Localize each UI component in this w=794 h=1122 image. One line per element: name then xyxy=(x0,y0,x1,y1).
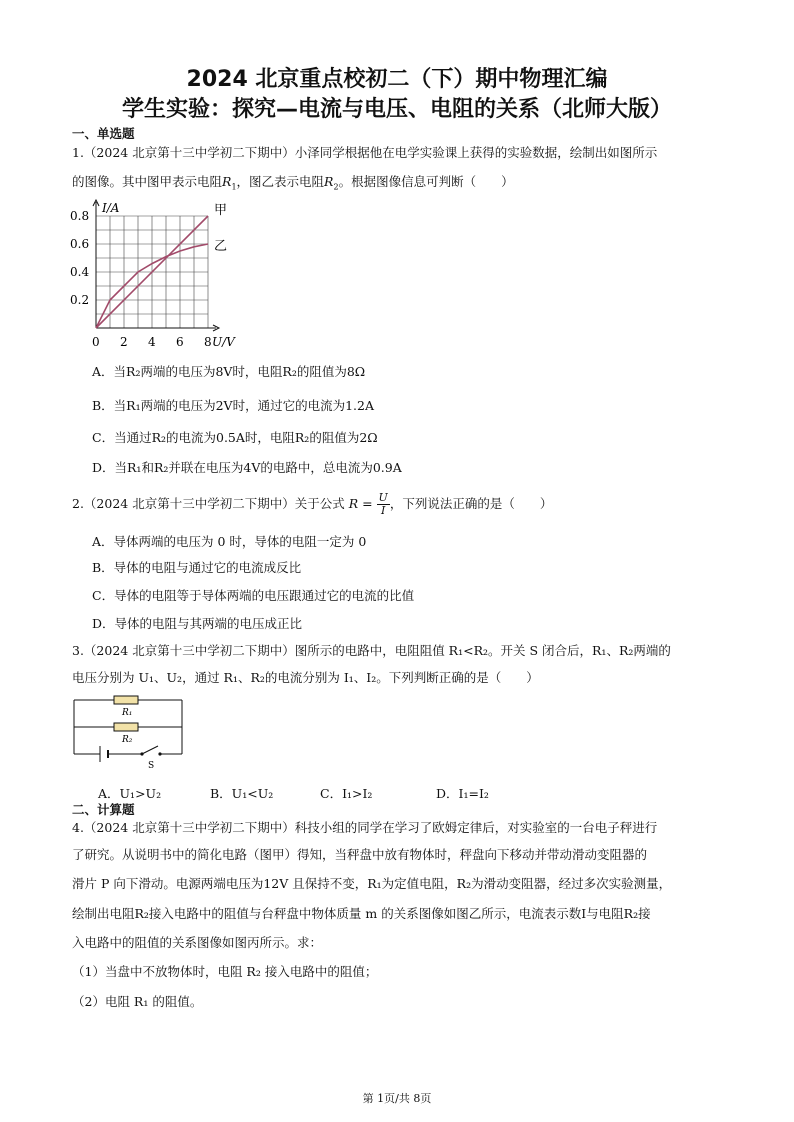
y-tick-label: 0.6 xyxy=(70,237,90,251)
q2-formula-lhs: R = xyxy=(348,496,373,511)
q2-formula-numerator: U xyxy=(378,491,388,504)
q1-option-d[interactable]: D．当R₁和R₂并联在电压为4V的电路中，总电流为0.9A xyxy=(92,460,402,475)
q2-option-b[interactable]: B．导体的电阻与通过它的电流成反比 xyxy=(92,560,302,575)
q1-option-c[interactable]: C．当通过R₂的电流为0.5A时，电阻R₂的阻值为2Ω xyxy=(92,430,378,445)
q1-text-line2 xyxy=(72,172,514,192)
x-tick-label: 6 xyxy=(176,335,184,349)
q3-option-d[interactable]: D．I₁=I₂ xyxy=(436,786,489,801)
chart-axes xyxy=(93,200,236,349)
switch-blade[interactable] xyxy=(142,746,158,754)
q1-text-part: 。根据图像信息可判断（ ） xyxy=(338,174,514,189)
q1-r1-subscript: 1 xyxy=(231,182,237,192)
q4-text-line3: 滑片 P 向下滑动。电源两端电压为12V 且保持不变，R₁为定值电阻，R₂为滑动变阻器，经过多次实验测量， xyxy=(72,876,672,891)
chart-series xyxy=(96,203,227,328)
page-title: 2024 北京重点校初二（下）期中物理汇编 xyxy=(186,67,608,92)
q3-text-line1: 3.（2024 北京第十三中学初二下期中）图所示的电路中，电阻阻值 R₁<R₂。开关 S 闭合后，R₁、R₂两端的 xyxy=(72,643,671,658)
switch-contact xyxy=(158,752,161,755)
label-switch: S xyxy=(148,761,155,771)
q3-option-a[interactable]: A．U₁>U₂ xyxy=(98,786,162,801)
q2-formula-fraction xyxy=(377,492,390,517)
series-label: 乙 xyxy=(214,239,228,254)
x-tick-label: 2 xyxy=(120,335,128,349)
q1-text-line1: 1.（2024 北京第十三中学初二下期中）小泽同学根据他在电学实验课上获得的实验数据，绘制出如图所示 xyxy=(72,145,658,160)
q2-formula-denominator: I xyxy=(381,504,386,517)
q3-option-b[interactable]: B．U₁<U₂ xyxy=(210,786,274,801)
q1-r2-subscript: 2 xyxy=(333,182,339,192)
q2-text-part: 2.（2024 北京第十三中学初二下期中）关于公式 xyxy=(72,496,345,511)
q2-text-part: ，下列说法正确的是（ ） xyxy=(389,496,553,511)
q1-iu-chart xyxy=(68,198,235,349)
x-axis-label: U/V xyxy=(212,335,235,349)
q2-option-d[interactable]: D．导体的电阻与其两端的电压成正比 xyxy=(92,616,303,631)
q2-option-c[interactable]: C．导体的电阻等于导体两端的电压跟通过它的电流的比值 xyxy=(92,588,415,603)
q2-text-line xyxy=(72,492,552,517)
label-r2: R₂ xyxy=(122,735,133,745)
q1-text-part: 的图像。其中图甲表示电阻 xyxy=(72,174,223,189)
q3-option-c[interactable]: C．I₁>I₂ xyxy=(320,786,373,801)
x-tick-label: 0 xyxy=(92,335,100,349)
q4-text-line4: 绘制出电阻R₂接入电路中的阻值与台秤盘中物体质量 m 的关系图像如图乙所示，电流表示数I与电阻R₂接 xyxy=(72,906,651,921)
q3-circuit-diagram xyxy=(70,690,190,770)
label-r1: R₁ xyxy=(122,708,133,718)
q1-text-part: ，图乙表示电阻 xyxy=(236,174,325,189)
q3-text-line2: 电压分别为 U₁、U₂，通过 R₁、R₂的电流分别为 I₁、I₂。下列判断正确的是（ ） xyxy=(72,670,539,685)
q1-r2-symbol: R xyxy=(324,174,334,189)
y-axis-label: I/A xyxy=(102,201,120,215)
series-label: 甲 xyxy=(214,203,228,218)
resistor-r1 xyxy=(114,696,138,704)
y-tick-label: 0.4 xyxy=(70,265,90,279)
q4-subquestion-2: （2）电阻 R₁ 的阻值。 xyxy=(72,994,203,1009)
q4-subquestion-1: （1）当盘中不放物体时，电阻 R₂ 接入电路中的阻值； xyxy=(72,964,378,979)
q2-option-a[interactable]: A．导体两端的电压为 0 时，导体的电阻一定为 0 xyxy=(92,534,367,549)
page-subtitle: 学生实验：探究—电流与电压、电阻的关系（北师大版） xyxy=(121,97,672,122)
x-tick-label: 4 xyxy=(148,335,156,349)
y-tick-label: 0.8 xyxy=(70,209,90,223)
q1-option-a[interactable]: A．当R₂两端的电压为8V时，电阻R₂的阻值为8Ω xyxy=(92,364,366,379)
page-footer: 第 1页/共 8页 xyxy=(362,1092,432,1105)
section-heading-calculation: 二、计算题 xyxy=(72,802,135,817)
resistor-r2 xyxy=(114,723,138,731)
switch-pivot xyxy=(140,752,143,755)
q4-text-line2: 了研究。从说明书中的简化电路（图甲）得知，当秤盘中放有物体时，秤盘向下移动并带动滑动变阻器的 xyxy=(72,847,648,862)
q4-text-line1: 4.（2024 北京第十三中学初二下期中）科技小组的同学在学习了欧姆定律后，对实验室的一台电子秤进行 xyxy=(72,820,658,835)
x-tick-label: 8 xyxy=(204,335,212,349)
q1-option-b[interactable]: B．当R₁两端的电压为2V时，通过它的电流为1.2A xyxy=(92,398,374,413)
section-heading-single-choice: 一、单选题 xyxy=(72,126,135,141)
q4-text-line5: 入电路中的阻值的关系图像如图丙所示。求： xyxy=(72,935,323,950)
y-tick-label: 0.2 xyxy=(70,293,90,307)
q1-r1-symbol: R xyxy=(222,174,232,189)
